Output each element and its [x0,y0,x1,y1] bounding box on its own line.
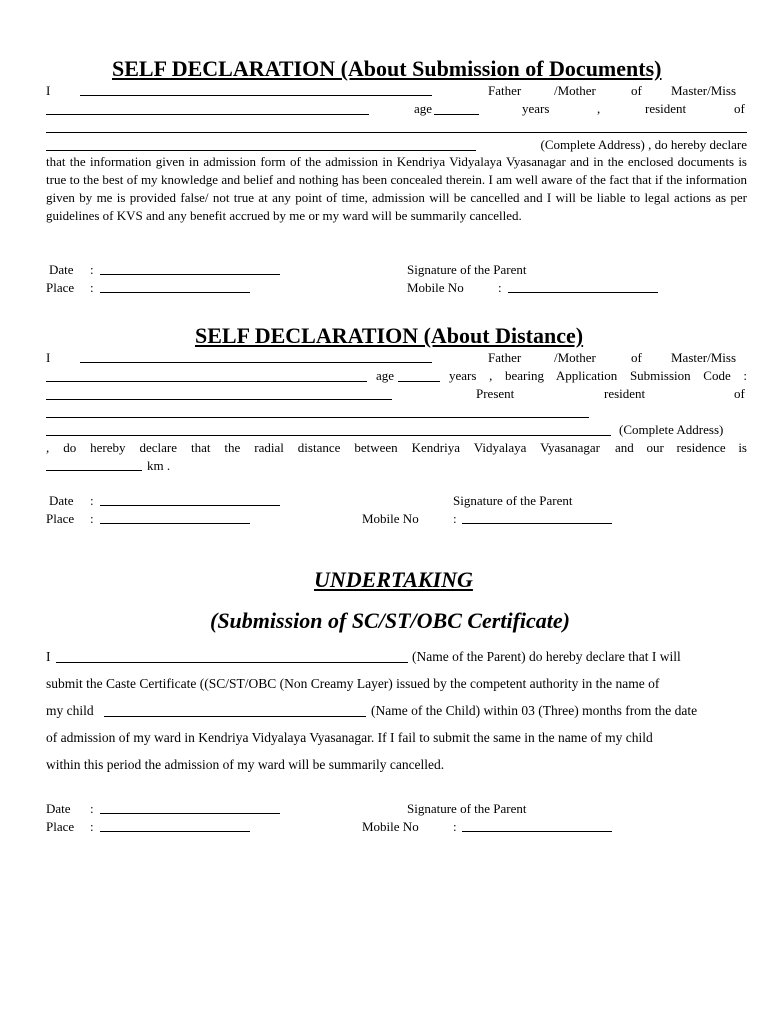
place-label: Place [46,819,75,834]
admission-text: of admission of my ward in Kendriya Vidyalaya Vyasanagar. If I fail to submit the same in the name of my child [46,730,653,745]
section2-title: SELF DECLARATION (About Distance) [195,323,584,348]
signature-label: Signature of the Parent [407,262,527,277]
parent-name-blank[interactable] [56,662,408,663]
place-blank[interactable] [100,831,250,832]
signature-label: Signature of the Parent [453,493,573,508]
address-blank-2[interactable] [46,435,611,436]
of-text: of [631,83,642,98]
mother-text: /Mother [554,350,596,365]
comma-text: , [597,101,601,116]
place-label: Place [46,511,75,526]
pronoun-i: I [46,83,51,98]
caste-certificate-text: submit the Caste Certificate ((SC/ST/OBC (Non Creamy Layer) issued by the competent authority in the name of [46,676,660,691]
child-name-blank[interactable] [104,716,366,717]
date-label: Date [49,262,74,277]
place-label: Place [46,280,75,295]
mobile-colon: : [453,819,457,834]
undertaking-title: UNDERTAKING [314,567,473,592]
date-colon: : [90,801,94,816]
place-colon: : [90,511,94,526]
declaration-paragraph: that the information given in admission form of the admission in Kendriya Vidyalaya Vyasanagar and in the enclosed documents is true to the best of my knowledge and belief and nothing has been concealed therein. I am well aware of the fact that if the information given by me is provided false/ not true at any point of time, admission will be cancelled and I will be liable to legal actions as per guidelines of KVS and any benefit accrued by me or my ward will be summarily cancelled. [46,154,747,223]
mobile-blank[interactable] [462,831,612,832]
date-label: Date [49,493,74,508]
ward-name-blank[interactable] [46,114,369,115]
mobile-colon: : [498,280,502,295]
section1-title: SELF DECLARATION (About Submission of Documents) [112,56,662,81]
application-code-blank[interactable] [46,399,392,400]
address-blank-1[interactable] [46,417,589,418]
mother-text: /Mother [554,83,596,98]
resident-text: resident [645,101,687,116]
mobile-blank[interactable] [508,292,658,293]
name-blank[interactable] [80,95,432,96]
complete-address-text: (Complete Address) , do hereby declare [540,137,747,152]
years-text: years [522,101,550,116]
date-label: Date [46,801,71,816]
undertaking-subtitle: (Submission of SC/ST/OBC Certificate) [210,608,570,633]
mobile-colon: : [453,511,457,526]
name-blank[interactable] [80,362,432,363]
name-of-parent-text: (Name of the Parent) do hereby declare that I will [412,649,681,664]
address-blank-2[interactable] [46,150,476,151]
date-colon: : [90,262,94,277]
place-colon: : [90,280,94,295]
date-blank[interactable] [100,505,280,506]
place-colon: : [90,819,94,834]
date-blank[interactable] [100,813,280,814]
radial-distance-text: , do hereby declare that the radial distance between Kendriya Vidyalaya Vyasanagar [46,440,600,455]
age-text: age [376,368,395,383]
place-blank[interactable] [100,523,250,524]
my-child-text: my child [46,703,94,718]
father-text: Father [488,83,522,98]
master-miss-text: Master/Miss [671,350,736,365]
pronoun-i: I [46,649,51,664]
mobile-label: Mobile No [362,819,419,834]
age-text: age [414,101,433,116]
ward-name-blank[interactable] [46,381,367,382]
place-blank[interactable] [100,292,250,293]
mobile-label: Mobile No [362,511,419,526]
cancellation-text: within this period the admission of my ward will be summarily cancelled. [46,757,445,772]
distance-blank[interactable] [46,470,142,471]
signature-label: Signature of the Parent [407,801,527,816]
mobile-label: Mobile No [407,280,464,295]
of-text-2: of [734,101,745,116]
pronoun-i: I [46,350,51,365]
resident-text: resident [604,386,646,401]
km-text: km . [147,458,171,473]
present-text: Present [476,386,515,401]
master-miss-text: Master/Miss [671,83,736,98]
application-code-text: years , bearing Application Submission Code : [449,368,747,383]
age-blank[interactable] [434,114,479,115]
mobile-blank[interactable] [462,523,612,524]
age-blank[interactable] [398,381,440,382]
date-blank[interactable] [100,274,280,275]
address-blank-1[interactable] [46,132,747,133]
father-text: Father [488,350,522,365]
of-text: of [631,350,642,365]
of-text-2: of [734,386,745,401]
name-of-child-text: (Name of the Child) within 03 (Three) months from the date [371,703,698,718]
residence-text: and our residence is [615,440,747,455]
complete-address-text: (Complete Address) [619,422,724,437]
date-colon: : [90,493,94,508]
